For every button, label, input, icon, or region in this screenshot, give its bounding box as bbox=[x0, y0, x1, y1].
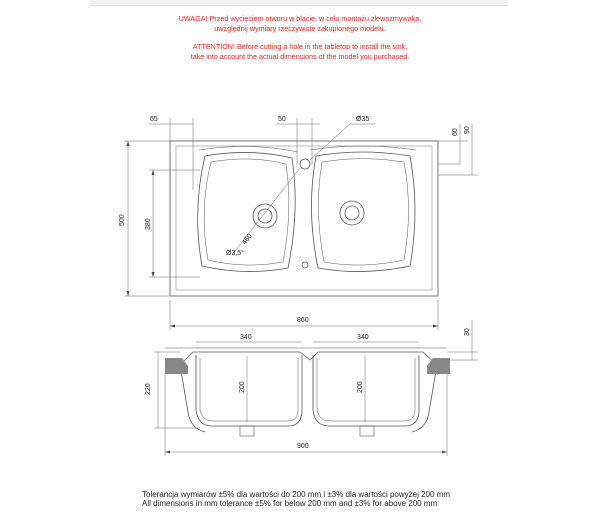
right-drain-outer bbox=[340, 201, 364, 225]
warning-en-line2: take into account the actual dimensions of the model you purchased. bbox=[190, 52, 410, 61]
right-bowl bbox=[311, 152, 415, 272]
dim-380: 380 bbox=[145, 218, 152, 230]
dim-50: 50 bbox=[278, 116, 286, 123]
dim-phi3-5: Ø3,5° bbox=[226, 250, 244, 257]
dim-200-right: 200 bbox=[357, 381, 364, 393]
right-drain-inner bbox=[345, 206, 359, 220]
top-view-dimension-lines bbox=[124, 118, 478, 330]
arrowheads bbox=[127, 141, 448, 454]
section-view-labels bbox=[145, 328, 471, 450]
tap-hole bbox=[300, 159, 310, 169]
dim-340-right: 340 bbox=[357, 334, 369, 341]
dim-phi35: Ø35 bbox=[356, 116, 370, 123]
left-drain-outer bbox=[253, 204, 277, 228]
tolerance-en: All dimensions in mm tolerance ±5% for below 200 mm and ±3% for above 200 mm bbox=[142, 499, 438, 508]
sink-rim-profile bbox=[180, 352, 437, 365]
dim-220: 220 bbox=[145, 383, 152, 395]
section-view bbox=[165, 348, 447, 436]
overflow-hole bbox=[302, 262, 308, 268]
dim-460: 460 bbox=[241, 232, 254, 247]
left-bowl-rim-top bbox=[199, 146, 298, 152]
dim-200-left: 200 bbox=[239, 381, 246, 393]
warning-en-line1: ATTENTION! Before cutting a hole in the tabletop to install the sink, bbox=[192, 42, 408, 51]
dim-340-left: 340 bbox=[240, 334, 252, 341]
dim-860: 860 bbox=[297, 317, 309, 324]
left-basin-section bbox=[196, 355, 302, 426]
warning-pl-line1: UWAGA! Przed wycięciem otworu w blacie, w celu montażu zlewozmywaka, bbox=[178, 14, 422, 23]
left-drain-inner bbox=[258, 209, 272, 223]
right-bowl-rim-top bbox=[310, 146, 416, 150]
dim-900: 900 bbox=[297, 443, 309, 450]
dim-90: 90 bbox=[464, 126, 471, 134]
right-basin-section bbox=[313, 355, 419, 426]
dim-500: 500 bbox=[119, 214, 126, 226]
warning-pl-line2: uwzględnij wymiary rzeczywiste zakupionego modelu. bbox=[214, 24, 386, 33]
dim-30: 30 bbox=[464, 328, 471, 336]
dim-60: 60 bbox=[452, 128, 459, 136]
tolerance-pl: Tolerancja wymiarów ±5% dla wartości do 200 mm i ±3% dla wartości powyżej 200 mm bbox=[142, 490, 451, 499]
top-view bbox=[170, 141, 438, 296]
countertop-hatching bbox=[165, 358, 450, 374]
dim-65: 65 bbox=[150, 116, 158, 123]
top-view-labels bbox=[119, 116, 471, 324]
right-bowl-inner bbox=[318, 159, 408, 266]
left-bowl bbox=[198, 152, 296, 271]
section-dimension-lines bbox=[154, 320, 478, 456]
